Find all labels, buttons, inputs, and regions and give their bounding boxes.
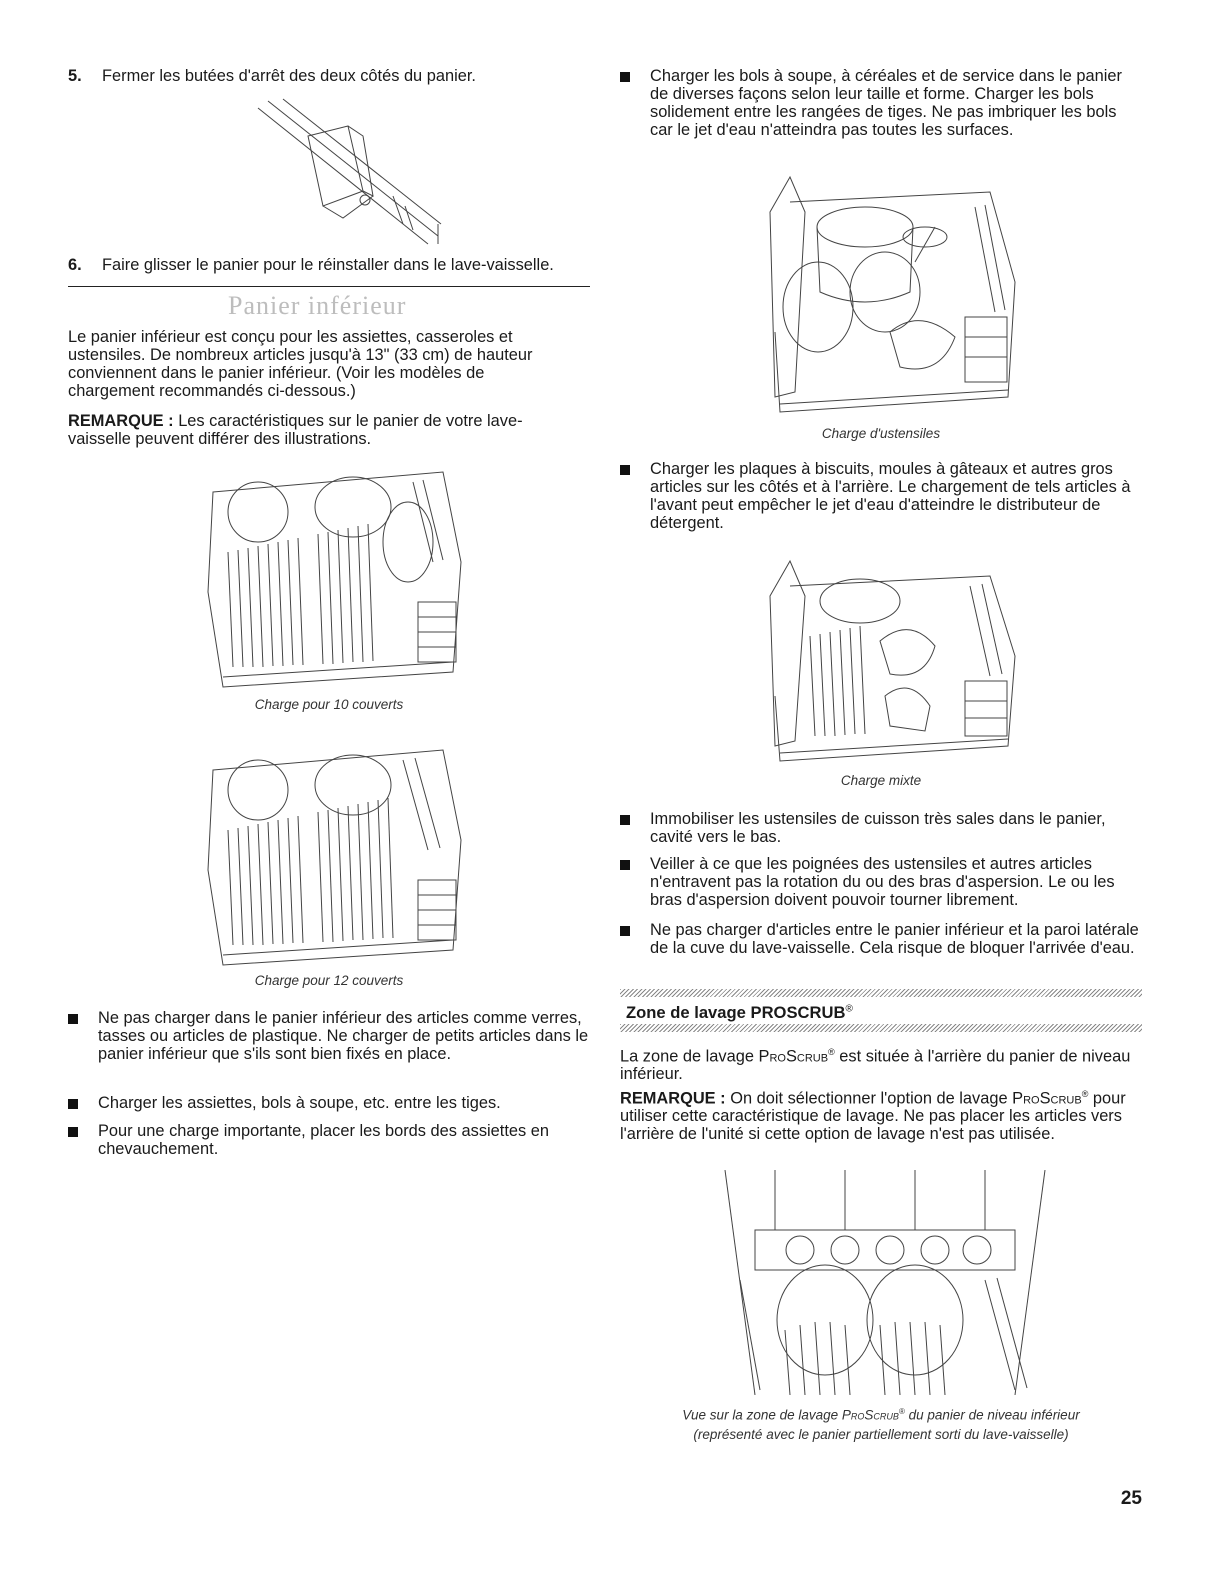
registered-mark: ® bbox=[845, 1003, 853, 1015]
section-title-lower-rack: Panier inférieur bbox=[228, 291, 407, 320]
text-part: est située à l'arrière du panier de niveau inférieur. bbox=[620, 1047, 1131, 1084]
text-part: Vue sur la zone de lavage bbox=[682, 1407, 842, 1423]
rack-stop-illustration bbox=[253, 96, 443, 246]
list-item bbox=[68, 1094, 590, 1114]
caption-mixed: Charge mixte bbox=[840, 773, 922, 788]
registered-mark: ® bbox=[828, 1047, 835, 1057]
text-part: La zone de lavage bbox=[620, 1047, 759, 1066]
note-label: REMARQUE : bbox=[620, 1089, 726, 1108]
caption-12-settings: Charge pour 12 couverts bbox=[254, 973, 404, 988]
list-item-text: Veiller à ce que les poignées des ustensiles et autres articles n'entravent pas la rotation du ou des bras d'aspersion. Le ou les bras d'aspersion doivent pouvoir tourner librement. bbox=[650, 855, 1115, 909]
brand-name: ProScrub bbox=[1012, 1089, 1082, 1108]
bullet-icon bbox=[68, 1014, 78, 1024]
list-item bbox=[620, 67, 1142, 159]
bullet-icon bbox=[620, 860, 630, 870]
subsection-bottom-border bbox=[620, 1024, 1142, 1032]
step-6-number: 6. bbox=[68, 256, 82, 274]
step-5-number: 5. bbox=[68, 67, 82, 85]
list-item bbox=[620, 460, 1142, 534]
title-brand: PROSCRUB bbox=[750, 1003, 846, 1022]
note-label: REMARQUE : bbox=[68, 412, 174, 430]
list-item-text: Ne pas charger d'articles entre le panier inférieur et la paroi latérale de la cuve du lave-vaisselle. Cela risque de bloquer l'arrivée d'eau. bbox=[650, 921, 1139, 957]
bullet-icon bbox=[620, 815, 630, 825]
list-item bbox=[68, 1009, 590, 1081]
list-item-text: Charger les bols à soupe, à céréales et de service dans le panier de diverses façons selon leur taille et forme. Charger les bols solidement entre les rangées de tiges. Ne pas imbriquer les bols car le jet d'eau n'atteindra pas toutes les surfaces. bbox=[650, 67, 1122, 139]
title-part: Zone de lavage bbox=[626, 1003, 751, 1022]
page-number: 25 bbox=[1120, 1488, 1142, 1509]
list-item-text: Immobiliser les ustensiles de cuisson très sales dans le panier, cavité vers le bas. bbox=[650, 810, 1106, 846]
text-part: du panier de niveau inférieur bbox=[904, 1407, 1080, 1423]
utensil-load-illustration bbox=[760, 172, 1020, 420]
bullet-icon bbox=[68, 1127, 78, 1137]
brand-name: ProScrub bbox=[758, 1047, 829, 1066]
proscrub-description bbox=[620, 1043, 1135, 1083]
lower-rack-intro: Le panier inférieur est conçu pour les assiettes, casseroles et ustensiles. De nombreux articles jusqu'à 13" (33 cm) de hauteur conviennent dans le panier inférieur. (Voir les modèles de chargement recommandés ci-dessous.) bbox=[68, 328, 533, 400]
caption-utensils: Charge d'ustensiles bbox=[821, 426, 941, 441]
caption-proscrub bbox=[620, 1402, 1142, 1444]
step-6-text: Faire glisser le panier pour le réinstaller dans le lave-vaisselle. bbox=[102, 256, 554, 274]
list-item-text: Pour une charge importante, placer les bords des assiettes en chevauchement. bbox=[98, 1122, 549, 1158]
proscrub-note bbox=[620, 1085, 1135, 1143]
step-5-text: Fermer les butées d'arrêt des deux côtés du panier. bbox=[102, 67, 476, 85]
registered-mark: ® bbox=[1081, 1089, 1089, 1099]
brand-name: ProScrub bbox=[841, 1407, 899, 1423]
list-item bbox=[620, 921, 1142, 977]
note-text: Les caractéristiques sur le panier de votre lave-vaisselle peuvent différer des illustrations. bbox=[68, 412, 523, 448]
text-part: On doit sélectionner l'option de lavage bbox=[725, 1089, 1013, 1108]
subsection-title-proscrub bbox=[626, 1003, 853, 1023]
proscrub-zone-illustration bbox=[715, 1170, 1055, 1395]
list-item-text: Charger les plaques à biscuits, moules à gâteaux et autres gros articles sur les côtés et à l'arrière. Le chargement de tels articles à l'avant peut empêcher le jet d'eau d'atteindre le distributeur de détergent. bbox=[650, 460, 1131, 532]
section-divider bbox=[68, 286, 590, 287]
bullet-icon bbox=[68, 1099, 78, 1109]
mixed-load-illustration bbox=[760, 556, 1020, 766]
bullet-icon bbox=[620, 465, 630, 475]
load-12-settings-illustration bbox=[203, 740, 463, 968]
caption-line-2: (représenté avec le panier partiellement sorti du lave-vaisselle) bbox=[693, 1426, 1069, 1442]
list-item bbox=[620, 810, 1142, 846]
list-item bbox=[620, 855, 1142, 911]
subsection-top-border bbox=[620, 989, 1142, 997]
caption-line-1 bbox=[620, 1402, 1142, 1425]
list-item-text: Charger les assiettes, bols à soupe, etc. entre les tiges. bbox=[98, 1094, 501, 1112]
load-10-settings-illustration bbox=[203, 462, 463, 690]
list-item bbox=[68, 1122, 590, 1160]
lower-rack-note bbox=[68, 412, 568, 448]
text-part: pour utiliser cette caractéristique de lavage. Ne pas placer les articles vers l'arrière de l'unité si cette option de lavage n'est pas utilisée. bbox=[620, 1089, 1126, 1144]
caption-10-settings: Charge pour 10 couverts bbox=[254, 697, 404, 712]
list-item-text: Ne pas charger dans le panier inférieur des articles comme verres, tasses ou articles de plastique. Ne charger de petits articles dans le panier inférieur que s'ils sont bien fixés en place. bbox=[98, 1009, 589, 1063]
bullet-icon bbox=[620, 72, 630, 82]
registered-mark: ® bbox=[898, 1407, 905, 1416]
bullet-icon bbox=[620, 926, 630, 936]
